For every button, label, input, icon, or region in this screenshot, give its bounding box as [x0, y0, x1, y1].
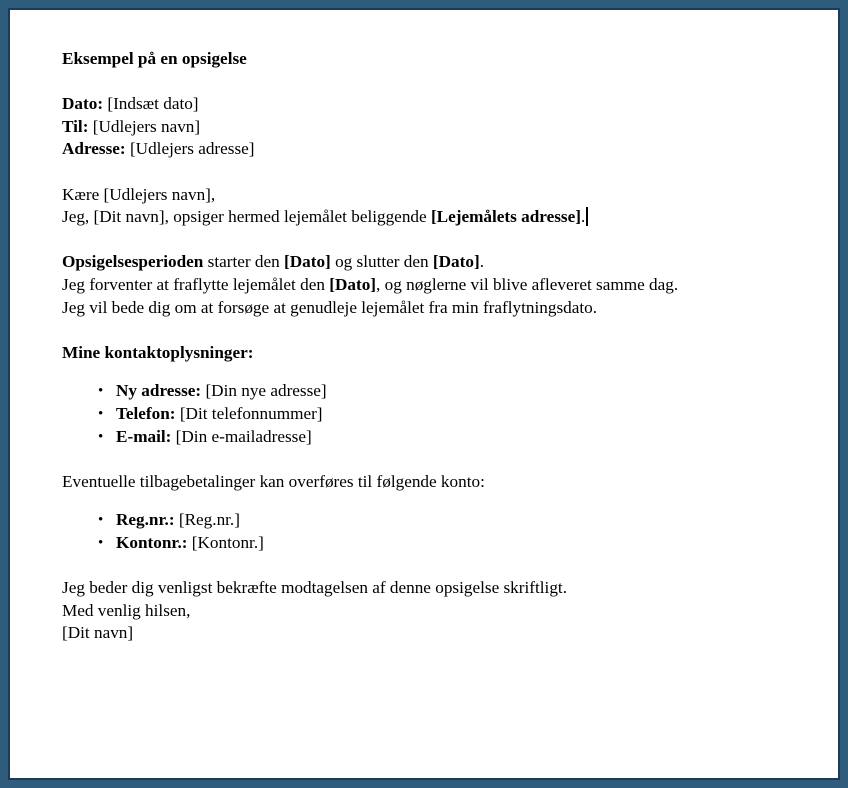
- spacer: [62, 364, 800, 380]
- list-item: [62, 426, 800, 449]
- field-til: [62, 116, 800, 139]
- contact-address-label: Ny adresse:: [116, 381, 202, 401]
- account-list: [62, 509, 800, 554]
- contact-email-label: E-mail:: [116, 426, 172, 446]
- field-dato-value: [Indsæt dato]: [107, 94, 199, 114]
- spacer: [62, 71, 800, 94]
- spacer: [62, 448, 800, 471]
- list-item: [62, 380, 800, 403]
- refund-intro-line: Eventuelle tilbagebetalinger kan overføres til følgende konto:: [62, 471, 485, 491]
- intro-text-after: .: [580, 207, 586, 227]
- notice-period-label: Opsigelsesperioden: [62, 252, 204, 272]
- intro-property-address: [Lejemålets adresse]: [430, 207, 581, 227]
- document-title: Eksempel på en opsigelse: [62, 49, 247, 68]
- spacer: [62, 161, 800, 184]
- text-caret: [586, 207, 588, 226]
- contact-email-value: [Din e-mailadresse]: [175, 426, 312, 446]
- list-item: [62, 509, 800, 532]
- intro-text-before: Jeg, [Dit navn], opsiger hermed lejemålet beliggende: [62, 207, 431, 227]
- field-til-value: [Udlejers navn]: [92, 116, 201, 136]
- salutation-line: Kære [Udlejers navn],: [62, 184, 216, 204]
- signature-line: [Dit navn]: [62, 623, 134, 643]
- moveout-text-after: , og nøglerne vil blive afleveret samme dag.: [376, 274, 679, 294]
- spacer: [62, 493, 800, 509]
- field-adresse: [62, 138, 800, 161]
- notice-period-end-date: [Dato]: [432, 252, 480, 272]
- closing-line: Med venlig hilsen,: [62, 600, 191, 620]
- spacer: [62, 554, 800, 577]
- moveout-text-before: Jeg forventer at fraflytte lejemålet den: [62, 274, 330, 294]
- account-regnr-value: [Reg.nr.]: [178, 510, 240, 530]
- field-dato: [62, 93, 800, 116]
- contact-heading-label: Mine kontaktoplysninger:: [62, 342, 254, 362]
- notice-period-end: .: [479, 252, 484, 272]
- contact-address-value: [Din nye adresse]: [205, 381, 327, 401]
- confirm-line: Jeg beder dig venligst bekræfte modtagelsen af denne opsigelse skriftligt.: [62, 578, 567, 598]
- field-til-label: Til:: [62, 116, 89, 136]
- relet-line: Jeg vil bede dig om at forsøge at genudleje lejemålet fra min fraflytningsdato.: [62, 297, 598, 317]
- moveout-date: [Dato]: [329, 274, 377, 294]
- account-kontonr-value: [Kontonr.]: [191, 532, 264, 552]
- document-page[interactable]: [8, 8, 840, 780]
- contact-list: [62, 380, 800, 448]
- notice-period-mid-1: starter den: [203, 252, 284, 272]
- contact-heading: [62, 342, 800, 365]
- contact-phone-value: [Dit telefonnummer]: [179, 403, 323, 423]
- document-body[interactable]: [62, 48, 800, 645]
- list-item: [62, 532, 800, 555]
- notice-period-start-date: [Dato]: [283, 252, 331, 272]
- account-regnr-label: Reg.nr.:: [116, 510, 175, 530]
- notice-period-mid-2: og slutter den: [330, 252, 433, 272]
- field-adresse-label: Adresse:: [62, 139, 126, 159]
- notice-period-line: [62, 251, 800, 274]
- account-kontonr-label: Kontonr.:: [116, 532, 188, 552]
- moveout-line: [62, 274, 762, 297]
- spacer: [62, 229, 800, 252]
- contact-phone-label: Telefon:: [116, 403, 176, 423]
- spacer: [62, 319, 800, 342]
- intro-line: [62, 206, 800, 229]
- field-adresse-value: [Udlejers adresse]: [129, 139, 255, 159]
- list-item: [62, 403, 800, 426]
- field-dato-label: Dato:: [62, 94, 104, 114]
